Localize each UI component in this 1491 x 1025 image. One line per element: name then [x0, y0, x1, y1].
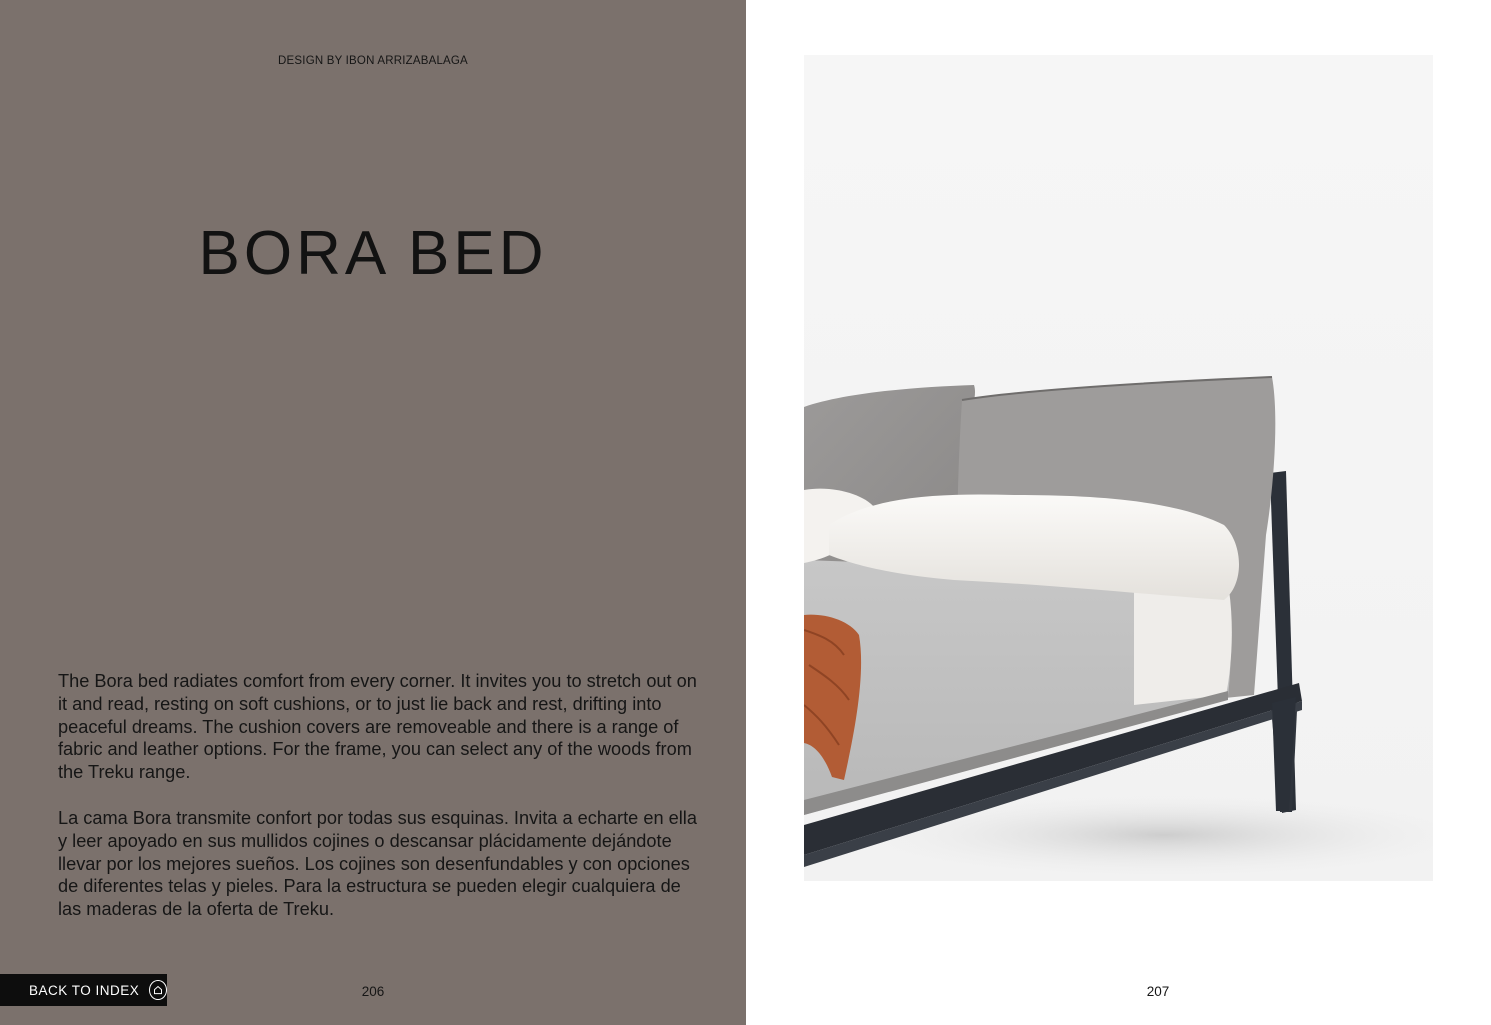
page-number-left: 206 — [361, 984, 385, 999]
designer-credit: DESIGN BY IBON ARRIZABALAGA — [278, 55, 468, 67]
back-to-index-button[interactable] — [0, 974, 167, 1006]
right-page — [746, 0, 1491, 1025]
home-icon — [149, 980, 167, 1000]
description-english: The Bora bed radiates comfort from every corner. It invites you to stretch out on it and read, resting on soft cushions, or to just lie back and rest, drifting into peaceful dreams. The cushion covers are removeable and there is a range of fabric and leather options. For the frame, you can select any of the woods from the Treku range. — [58, 671, 697, 783]
back-to-index-label: BACK TO INDEX — [29, 982, 140, 998]
description-spanish: La cama Bora transmite confort por todas sus esquinas. Invita a echarte en ella y leer apoyado en sus mullidos cojines o descansar plácidamente dejándote llevar por los mejores sueños. Los cojines son desenfundables y con opciones de diferentes telas y pieles. Para la estructura se pueden elegir cualquiera de las maderas de la oferta de Treku. — [58, 808, 697, 920]
page-number-right: 207 — [1146, 984, 1170, 999]
product-title: BORA BED — [198, 219, 548, 288]
bed-product-photo — [804, 55, 1433, 881]
